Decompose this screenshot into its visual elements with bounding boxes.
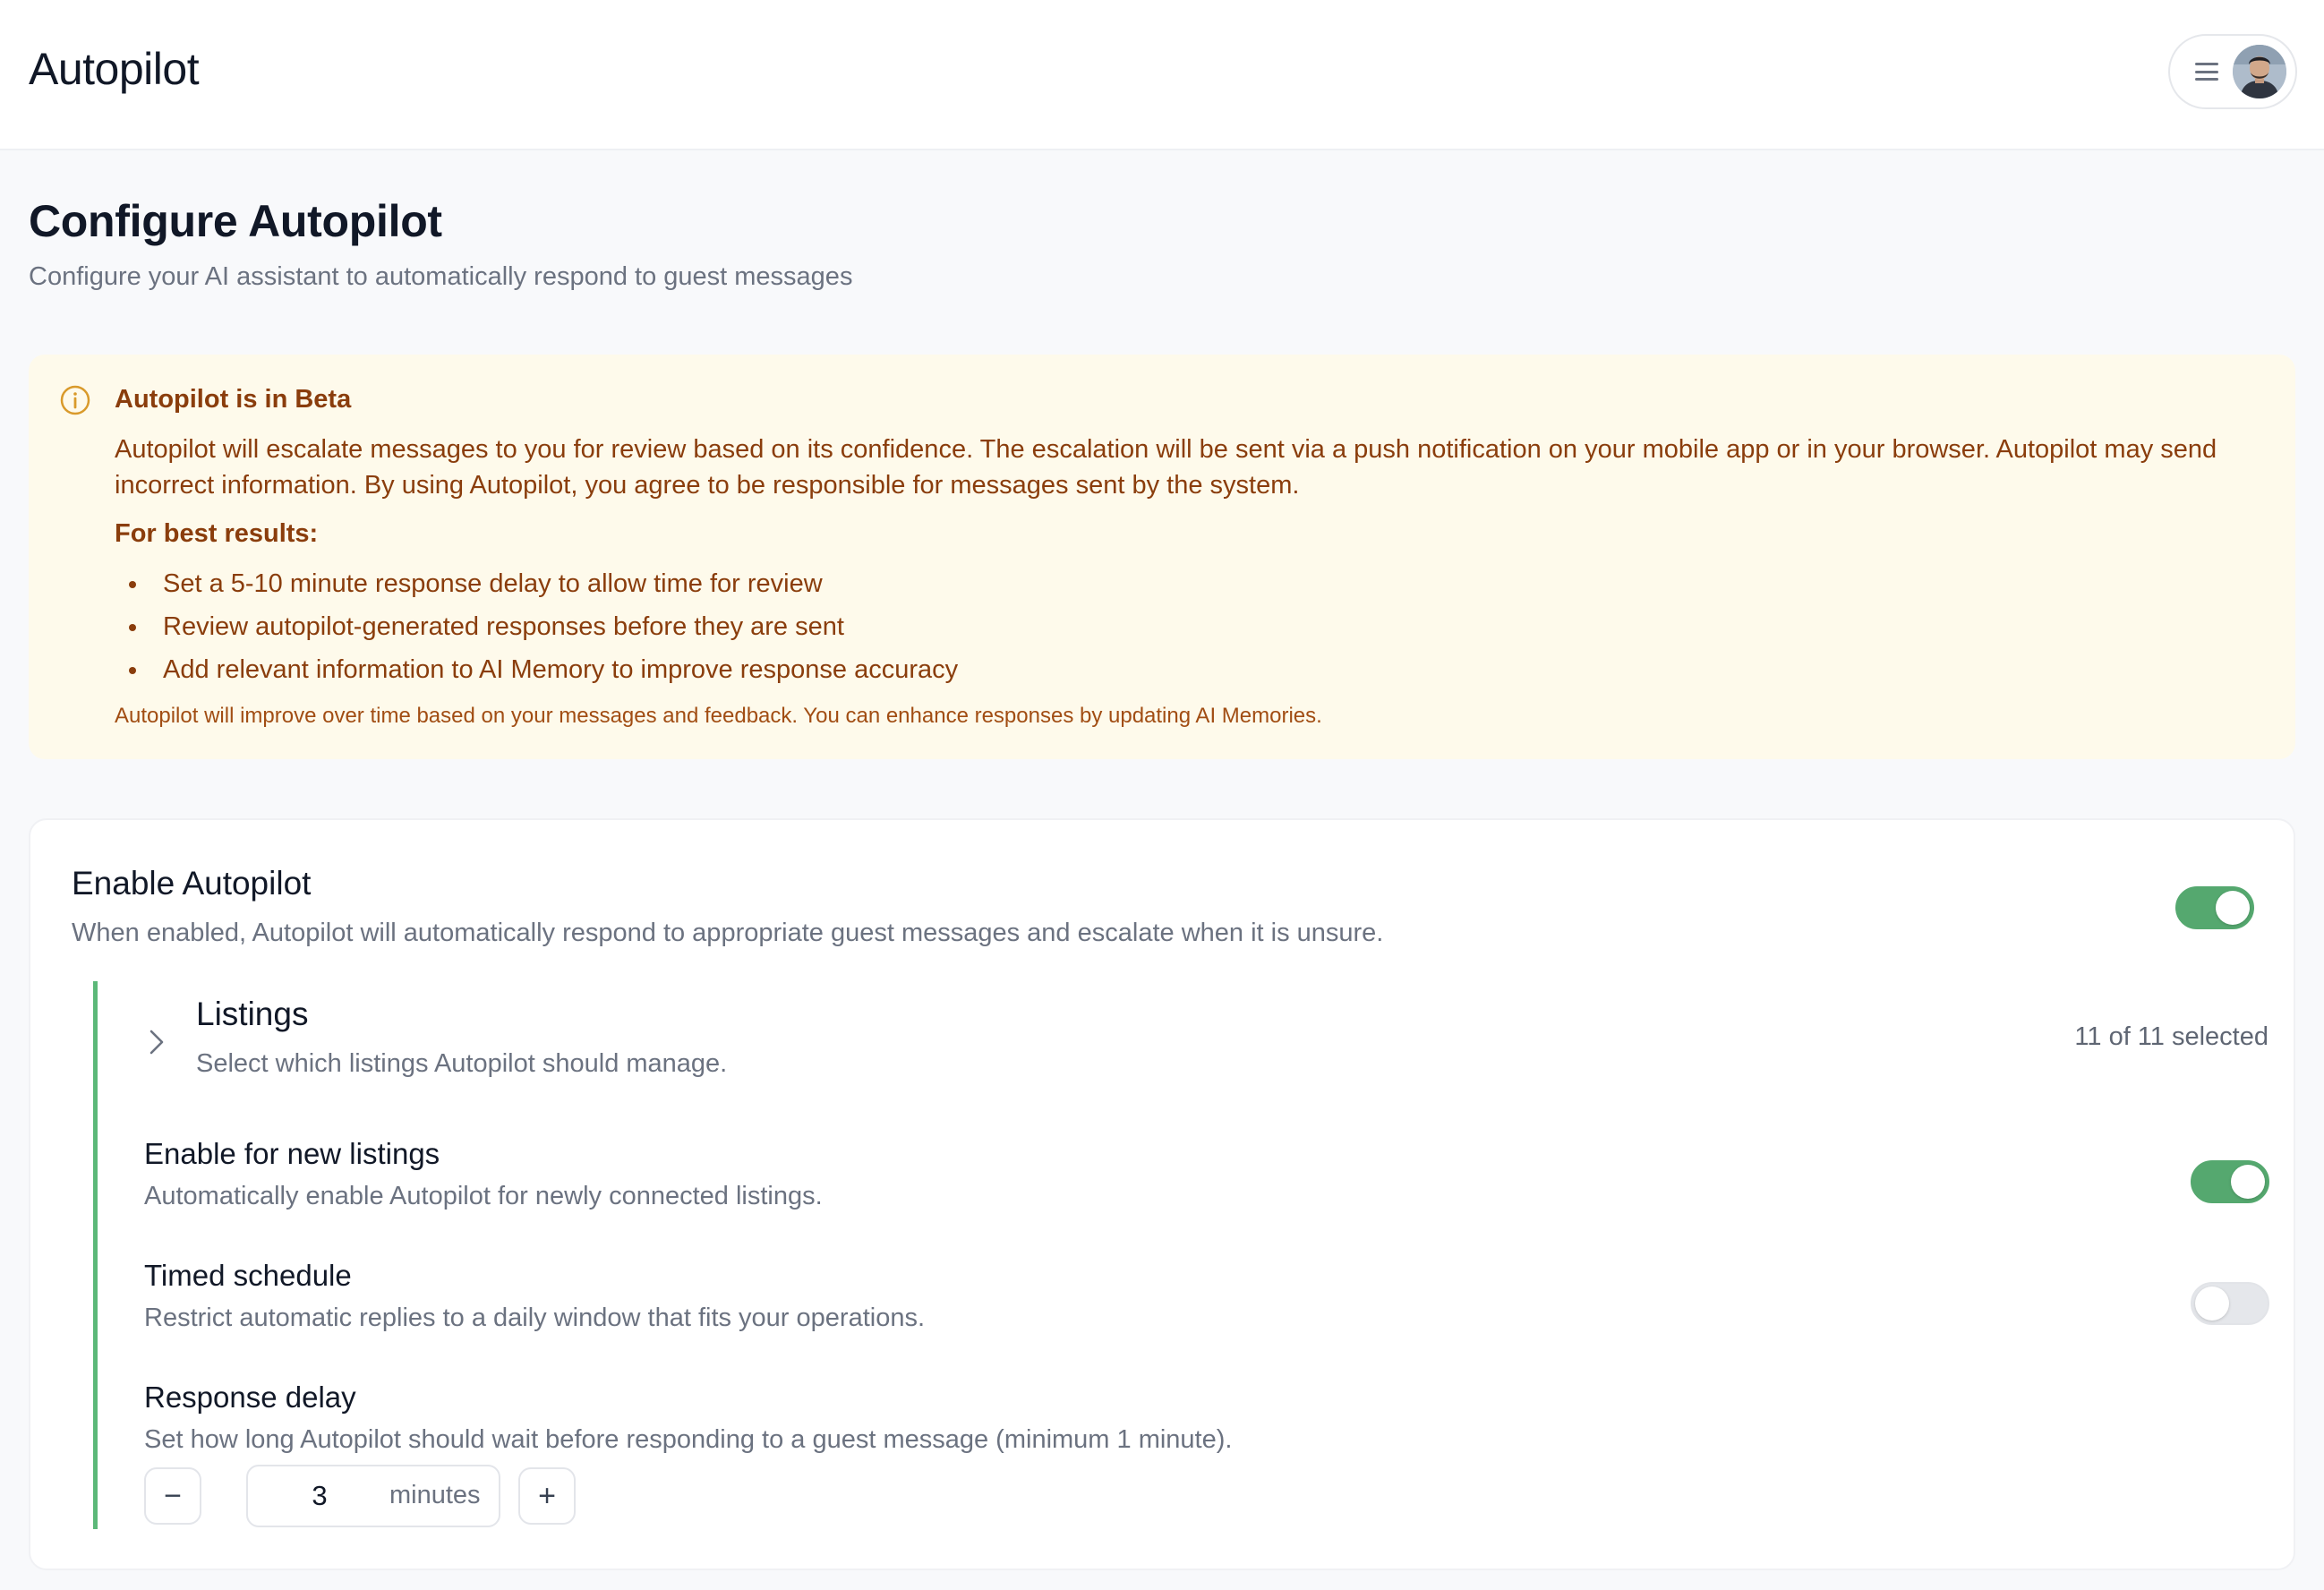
notice-title: Autopilot is in Beta: [115, 385, 352, 414]
response-delay-field: [246, 1465, 500, 1527]
tips-list: [115, 566, 958, 695]
delay-unit-label: minutes: [389, 1481, 481, 1509]
response-delay-description: Set how long Autopilot should wait before responding to a guest message (minimum 1 minute).: [144, 1425, 1233, 1454]
notice-body: Autopilot will escalate messages to you for review based on its confidence. The escalation will be sent via a push notification on your mobile app or in your browser. Autopilot may send incorrect information. By using Autopilot, you agree to be responsible for messages sent by the system.: [115, 435, 2217, 500]
timed-schedule-title: Timed schedule: [144, 1259, 352, 1292]
list-item: Add relevant information to AI Memory to improve response accuracy: [115, 652, 958, 695]
beta-notice: [29, 355, 2295, 759]
new-listings-description: Automatically enable Autopilot for newly connected listings.: [144, 1182, 823, 1210]
autopilot-options: [93, 981, 2268, 1529]
toggle-knob: [2216, 891, 2250, 925]
list-item: Set a 5-10 minute response delay to allow time for review: [115, 566, 958, 609]
toggle-knob: [2195, 1287, 2229, 1321]
response-delay-input[interactable]: [248, 1466, 391, 1526]
user-menu-button[interactable]: [2168, 34, 2297, 109]
timed-schedule-toggle[interactable]: [2191, 1282, 2269, 1325]
listings-description: Select which listings Autopilot should manage.: [196, 1049, 728, 1078]
new-listings-toggle[interactable]: [2191, 1160, 2269, 1203]
chevron-right-icon[interactable]: [144, 1026, 167, 1058]
enable-autopilot-toggle[interactable]: [2175, 886, 2254, 929]
listings-title[interactable]: Listings: [196, 996, 309, 1032]
timed-schedule-description: Restrict automatic replies to a daily window that fits your operations.: [144, 1304, 926, 1332]
top-bar: [0, 0, 2324, 150]
increment-delay-button[interactable]: +: [518, 1467, 576, 1525]
new-listings-title: Enable for new listings: [144, 1137, 440, 1170]
toggle-knob: [2231, 1165, 2265, 1199]
list-item: Review autopilot-generated responses before they are sent: [115, 609, 958, 652]
hamburger-menu-icon: [2195, 63, 2218, 81]
listings-selected-count: 11 of 11 selected: [2074, 1022, 2268, 1051]
enable-autopilot-title: Enable Autopilot: [72, 865, 312, 902]
enable-autopilot-description: When enabled, Autopilot will automatically respond to appropriate guest messages and escalate when it is unsure.: [72, 919, 1384, 947]
avatar: [2233, 45, 2286, 98]
page-title: Configure Autopilot: [29, 196, 442, 246]
response-delay-title: Response delay: [144, 1381, 356, 1414]
decrement-delay-button[interactable]: −: [144, 1467, 201, 1525]
settings-card: [29, 818, 2295, 1570]
app-title: Autopilot: [29, 44, 200, 94]
page-subtitle: Configure your AI assistant to automatically respond to guest messages: [29, 262, 853, 291]
notice-tips-title: For best results:: [115, 519, 319, 548]
info-icon: [59, 384, 91, 416]
notice-footer: Autopilot will improve over time based on your messages and feedback. You can enhance responses by updating AI Memories.: [115, 704, 1322, 728]
